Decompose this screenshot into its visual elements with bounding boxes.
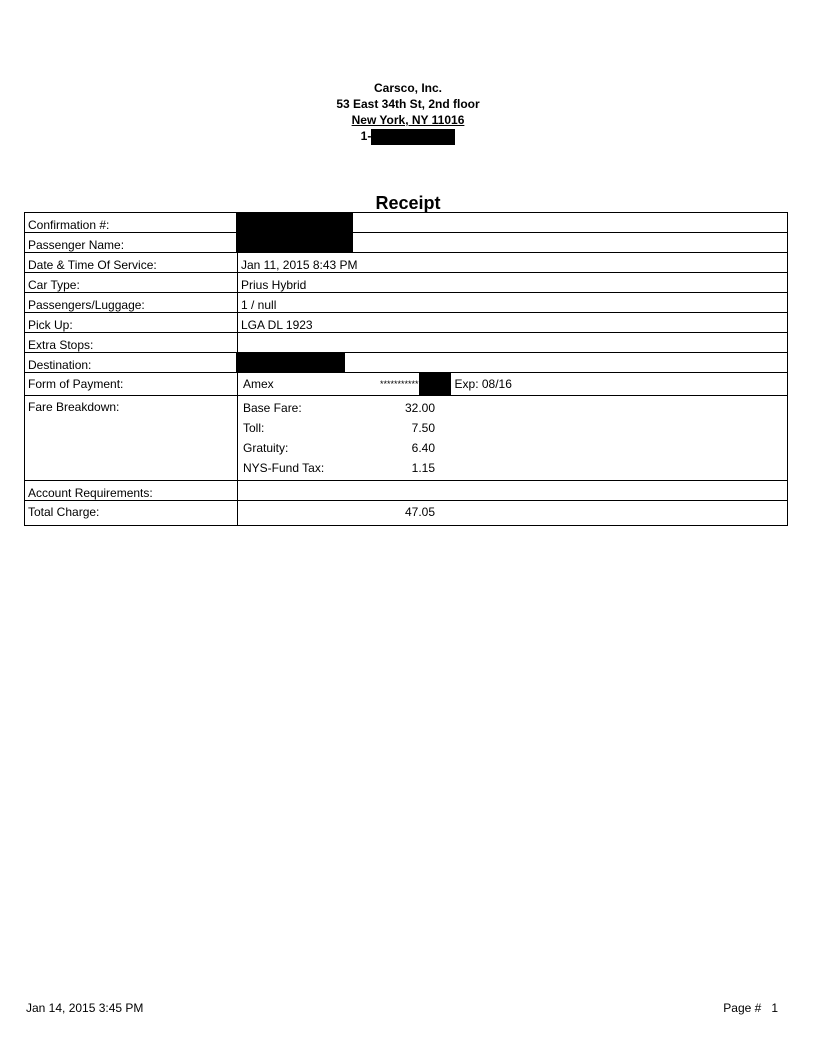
phone-redaction [371,129,455,145]
fare-line [241,458,784,478]
fare-line-name: Base Fare: [243,401,302,415]
fare-line-amount: 1.15 [411,461,435,475]
payment-method: Amex [243,377,274,391]
row-passengers-luggage [25,293,788,313]
extra-stops-value [238,333,788,353]
card-number-masked: *********** [380,379,419,389]
pickup-label: Pick Up: [25,313,238,333]
datetime-label: Date & Time Of Service: [25,253,238,273]
row-destination [25,353,788,373]
page-indicator [723,1001,778,1015]
row-extra-stops [25,333,788,353]
confirmation-redaction [236,213,353,253]
row-passenger [25,233,788,253]
fare-breakdown-label: Fare Breakdown: [25,396,238,481]
account-requirements-value [238,481,788,501]
payment-label: Form of Payment: [25,373,238,396]
company-phone [0,128,816,145]
row-total-charge [25,501,788,526]
datetime-value: Jan 11, 2015 8:43 PM [238,253,788,273]
destination-redaction [236,353,345,373]
fare-line-amount: 7.50 [411,421,435,435]
row-datetime [25,253,788,273]
passengers-luggage-label: Passengers/Luggage: [25,293,238,313]
receipt-title: Receipt [375,193,441,213]
car-type-label: Car Type: [25,273,238,293]
destination-value [238,353,788,373]
payment-value [238,373,788,396]
phone-prefix: 1- [360,129,372,143]
company-address-line2: New York, NY 11016 [351,113,465,127]
receipt-table [24,212,788,526]
confirmation-value [238,213,788,233]
company-address-line1: 53 East 34th St, 2nd floor [336,97,480,111]
destination-label: Destination: [25,353,238,373]
card-number-redaction [419,373,451,395]
row-pickup [25,313,788,333]
fare-breakdown-value [238,396,788,481]
car-type-value: Prius Hybrid [238,273,788,293]
payment-details [241,373,784,395]
extra-stops-label: Extra Stops: [25,333,238,353]
fare-line [241,398,784,418]
fare-line [241,418,784,438]
row-car-type [25,273,788,293]
fare-line-amount: 6.40 [411,441,435,455]
company-header [0,80,816,145]
row-payment [25,373,788,396]
row-confirmation [25,213,788,233]
account-requirements-label: Account Requirements: [25,481,238,501]
fare-line-name: NYS-Fund Tax: [243,461,325,475]
passenger-label: Passenger Name: [25,233,238,253]
row-account-requirements [25,481,788,501]
fare-line-name: Toll: [243,421,265,435]
confirmation-label: Confirmation #: [25,213,238,233]
total-charge-amount: 47.05 [404,505,435,519]
card-expiry: Exp: 08/16 [454,377,512,391]
page-label: Page # [723,1001,762,1015]
company-name: Carsco, Inc. [373,81,443,95]
total-charge-value [238,501,788,526]
page-number: 1 [771,1001,778,1015]
pickup-value: LGA DL 1923 [238,313,788,333]
total-charge-label: Total Charge: [25,501,238,526]
fare-line [241,438,784,458]
printed-timestamp: Jan 14, 2015 3:45 PM [26,1001,144,1015]
fare-line-amount: 32.00 [404,401,435,415]
passengers-luggage-value: 1 / null [238,293,788,313]
fare-line-name: Gratuity: [243,441,289,455]
row-fare-breakdown [25,396,788,481]
